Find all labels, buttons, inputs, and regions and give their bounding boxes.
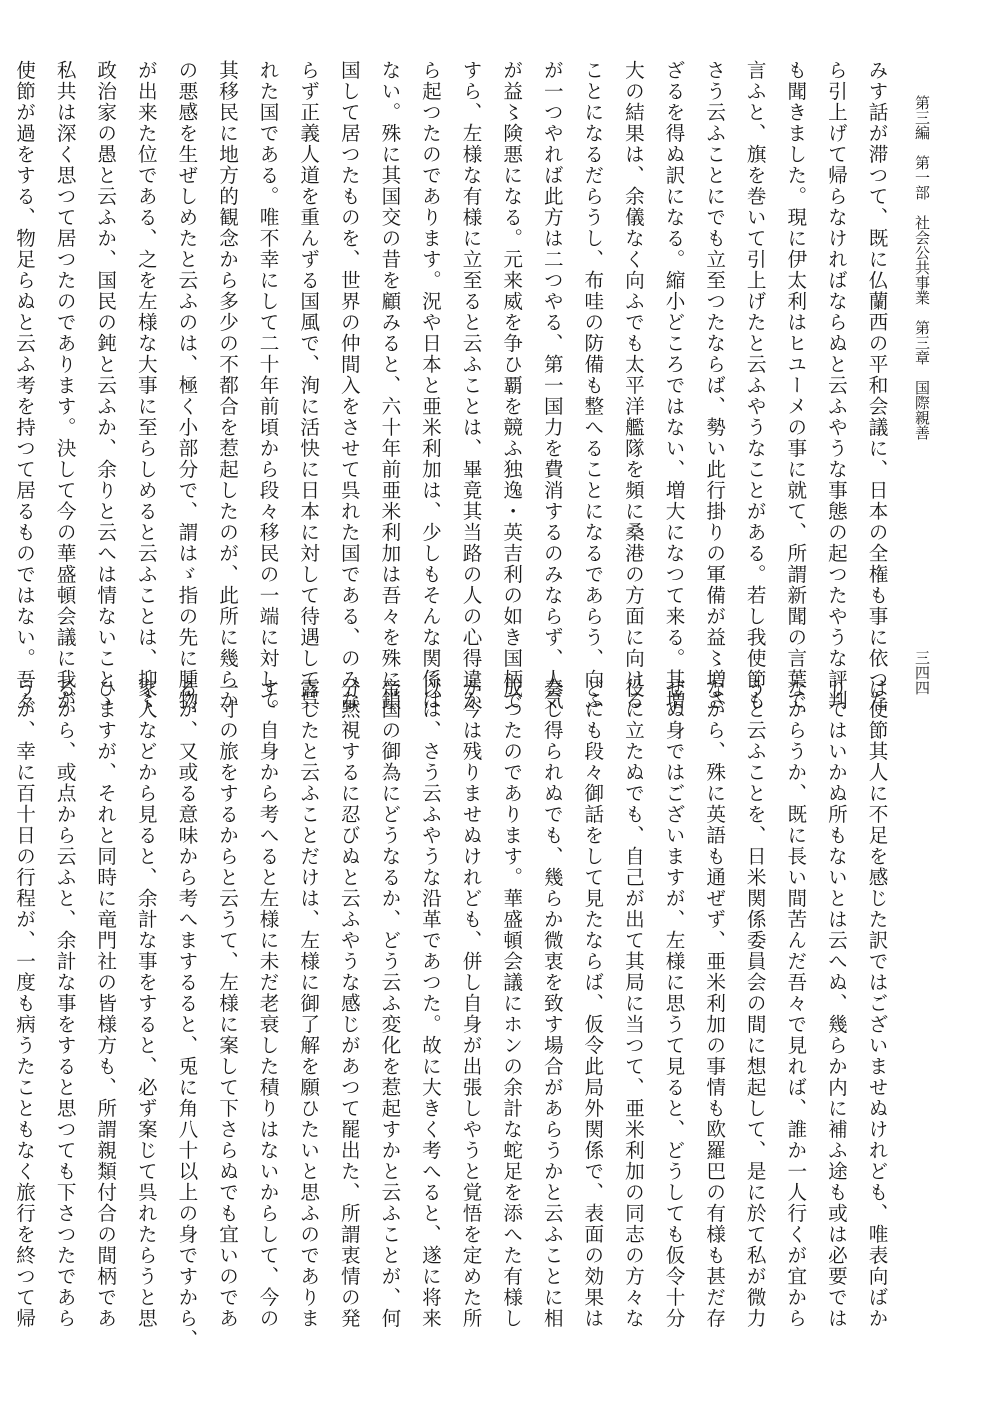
text-column: ざるを得ぬ訳になる。縮小どころではない、増大になつて来る。其増	[662, 60, 686, 711]
text-column: れた国である。唯不幸にして二十年前頃から段々移民の一端に対して	[256, 60, 280, 711]
text-column: 言ふと、旗を巻いて引上げたと云ふやうなことがある。若し我使節も	[743, 60, 767, 711]
text-column: 使節が過をする、物足らぬと云ふ考を持つて居るものではない。吾々	[12, 60, 36, 711]
text-column: るから、或点から云ふと、余計な事をすると思つても下さつたであら	[53, 678, 77, 1329]
text-column: ら引上げて帰らなければならぬと云ふやうな事態の起つたやうな評判	[824, 60, 848, 711]
text-column: ら起つたのであります。況や日本と亜米利加は、少しもそんな関係は	[418, 60, 442, 711]
text-column: が出来た位である、之を左様な大事に至らしめると云ふことは、抑〻	[134, 60, 158, 711]
text-column: が益〻険悪になる。元来威を争ひ覇を競ふ独逸・英吉利の如き国柄で	[499, 60, 523, 711]
text-column: 其移民に地方的観念から多少の不都合を惹起したのが、此所に幾らか	[215, 60, 239, 711]
text-column: りではいかぬ所もないとは云へぬ、幾らか内に補ふ途も或は必要では	[824, 678, 848, 1329]
text-column: 帝国の御為にどうなるか、どう云ふ変化を惹起すかと云ふことが、何	[377, 678, 401, 1329]
text-column: 役に立たぬでも、自己が出て其局に当つて、亜米利加の同志の方々な	[621, 678, 645, 1329]
text-column: 成つたのであります。華盛頓会議にホンの余計な蛇足を添へた有様し	[499, 678, 523, 1329]
running-head: 第三編 第一部 社会公共事業 第三章 国際親善	[913, 95, 931, 440]
text-column: 家人などから見ると、余計な事をすると、必ず案じて呉れたらうと思	[134, 678, 158, 1329]
text-column: は使節其人に不足を感じた訳ではございませぬけれども、唯表向ばか	[865, 678, 888, 1329]
text-column: 政治家の愚と云ふか、国民の鈍と云ふか、余りと云へは情ないことゝ	[93, 60, 117, 711]
text-column: 以は、さう云ふやうな沿革であつた。故に大きく考へると、遂に将来	[418, 678, 442, 1329]
text-column: らず正義人道を重んずる国風で、洵に活快に日本に対して待遇して呉	[296, 60, 320, 711]
text-column: 分黙視するに忍びぬと云ふやうな感じがあつて罷出た、所謂衷情の発	[337, 678, 361, 1329]
text-column: 一寸の旅をするからと云うて、左様に案して下さらぬでも宜いのであ	[215, 678, 239, 1329]
text-column: なからうか、既に長い間苦んだ吾々で見れば、誰か一人行くが宜から	[783, 678, 807, 1329]
text-column: ぜぬ身ではございますが、左様に思うて見ると、どうしても仮令十分	[662, 678, 686, 1329]
text-column: 大の結果は、余儀なく向ふでも太平洋艦隊を頻に桑港の方面に向ける	[621, 60, 645, 711]
text-column: さう云ふことにでも立至つたならば、勢い此行掛りの軍備が益〻増さ	[702, 60, 726, 711]
text-column: るが、又或る意味から考へまするると、兎に角八十以上の身ですから、	[174, 678, 198, 1350]
text-column: ながら、殊に英語も通ぜず、亜米利加の事情も欧羅巴の有様も甚だ存	[702, 678, 726, 1329]
text-block-lower	[12, 678, 896, 1350]
text-column: 奏し得られぬでも、幾らか微衷を致す場合があらうかと云ふことに相	[540, 678, 564, 1329]
text-column: ことになるだらうし、布哇の防備も整へることになるであらう、向ふ	[580, 60, 604, 711]
text-column: 露したと云ふことだけは、左様に御了解を願ひたいと思ふのでありま	[296, 678, 320, 1329]
text-column: が一つやれば此方は二つやる、第一国力を費消するのみならず、人気	[540, 60, 564, 711]
text-column: うが、幸に百十日の行程が、一度も病うたこともなく旅行を終つて帰	[12, 678, 36, 1329]
text-column: ない。殊に其国交の昔を顧みると、六十年前亜米利加は吾々を殊に鎖	[377, 60, 401, 711]
text-column: す。自身から考へると左様に未だ老衰した積りはないからして、今の	[256, 678, 280, 1329]
text-column: みす話が滞つて、既に仏蘭西の平和会議に、日本の全権も事に依つた	[865, 60, 888, 711]
text-column: うと云ふことを、日米関係委員会の間に想起して、是に於て私が微力	[743, 678, 767, 1329]
text-column: 私共は深く思つて居つたのであります。決して今の華盛頓会議に我が	[53, 60, 77, 711]
text-column: か今は残りませぬけれども、併し自身が出張しやうと覚悟を定めた所	[459, 678, 483, 1329]
page-number: 三四四	[913, 650, 931, 695]
text-column: の悪感を生ぜしめたと云ふのは、極く小部分で、謂はゞ指の先に腫物	[174, 60, 198, 711]
text-column: も聞きました。現に伊太利はヒユーメの事に就て、所謂新聞の言葉で	[783, 60, 807, 711]
text-column: どにも段々御話をして見たならば、仮令此局外関係で、表面の効果は	[580, 678, 604, 1329]
text-column: 国して居つたものを、世界の仲間入をさせて呉れた国である、のみな	[337, 60, 361, 711]
text-block-upper	[12, 60, 896, 711]
text-column: ひますが、それと同時に竜門社の皆様方も、所謂親類付合の間柄であ	[93, 678, 117, 1329]
text-column: すら、左様な有様に立至ると云ふことは、畢竟其当路の人の心得違か	[459, 60, 483, 711]
